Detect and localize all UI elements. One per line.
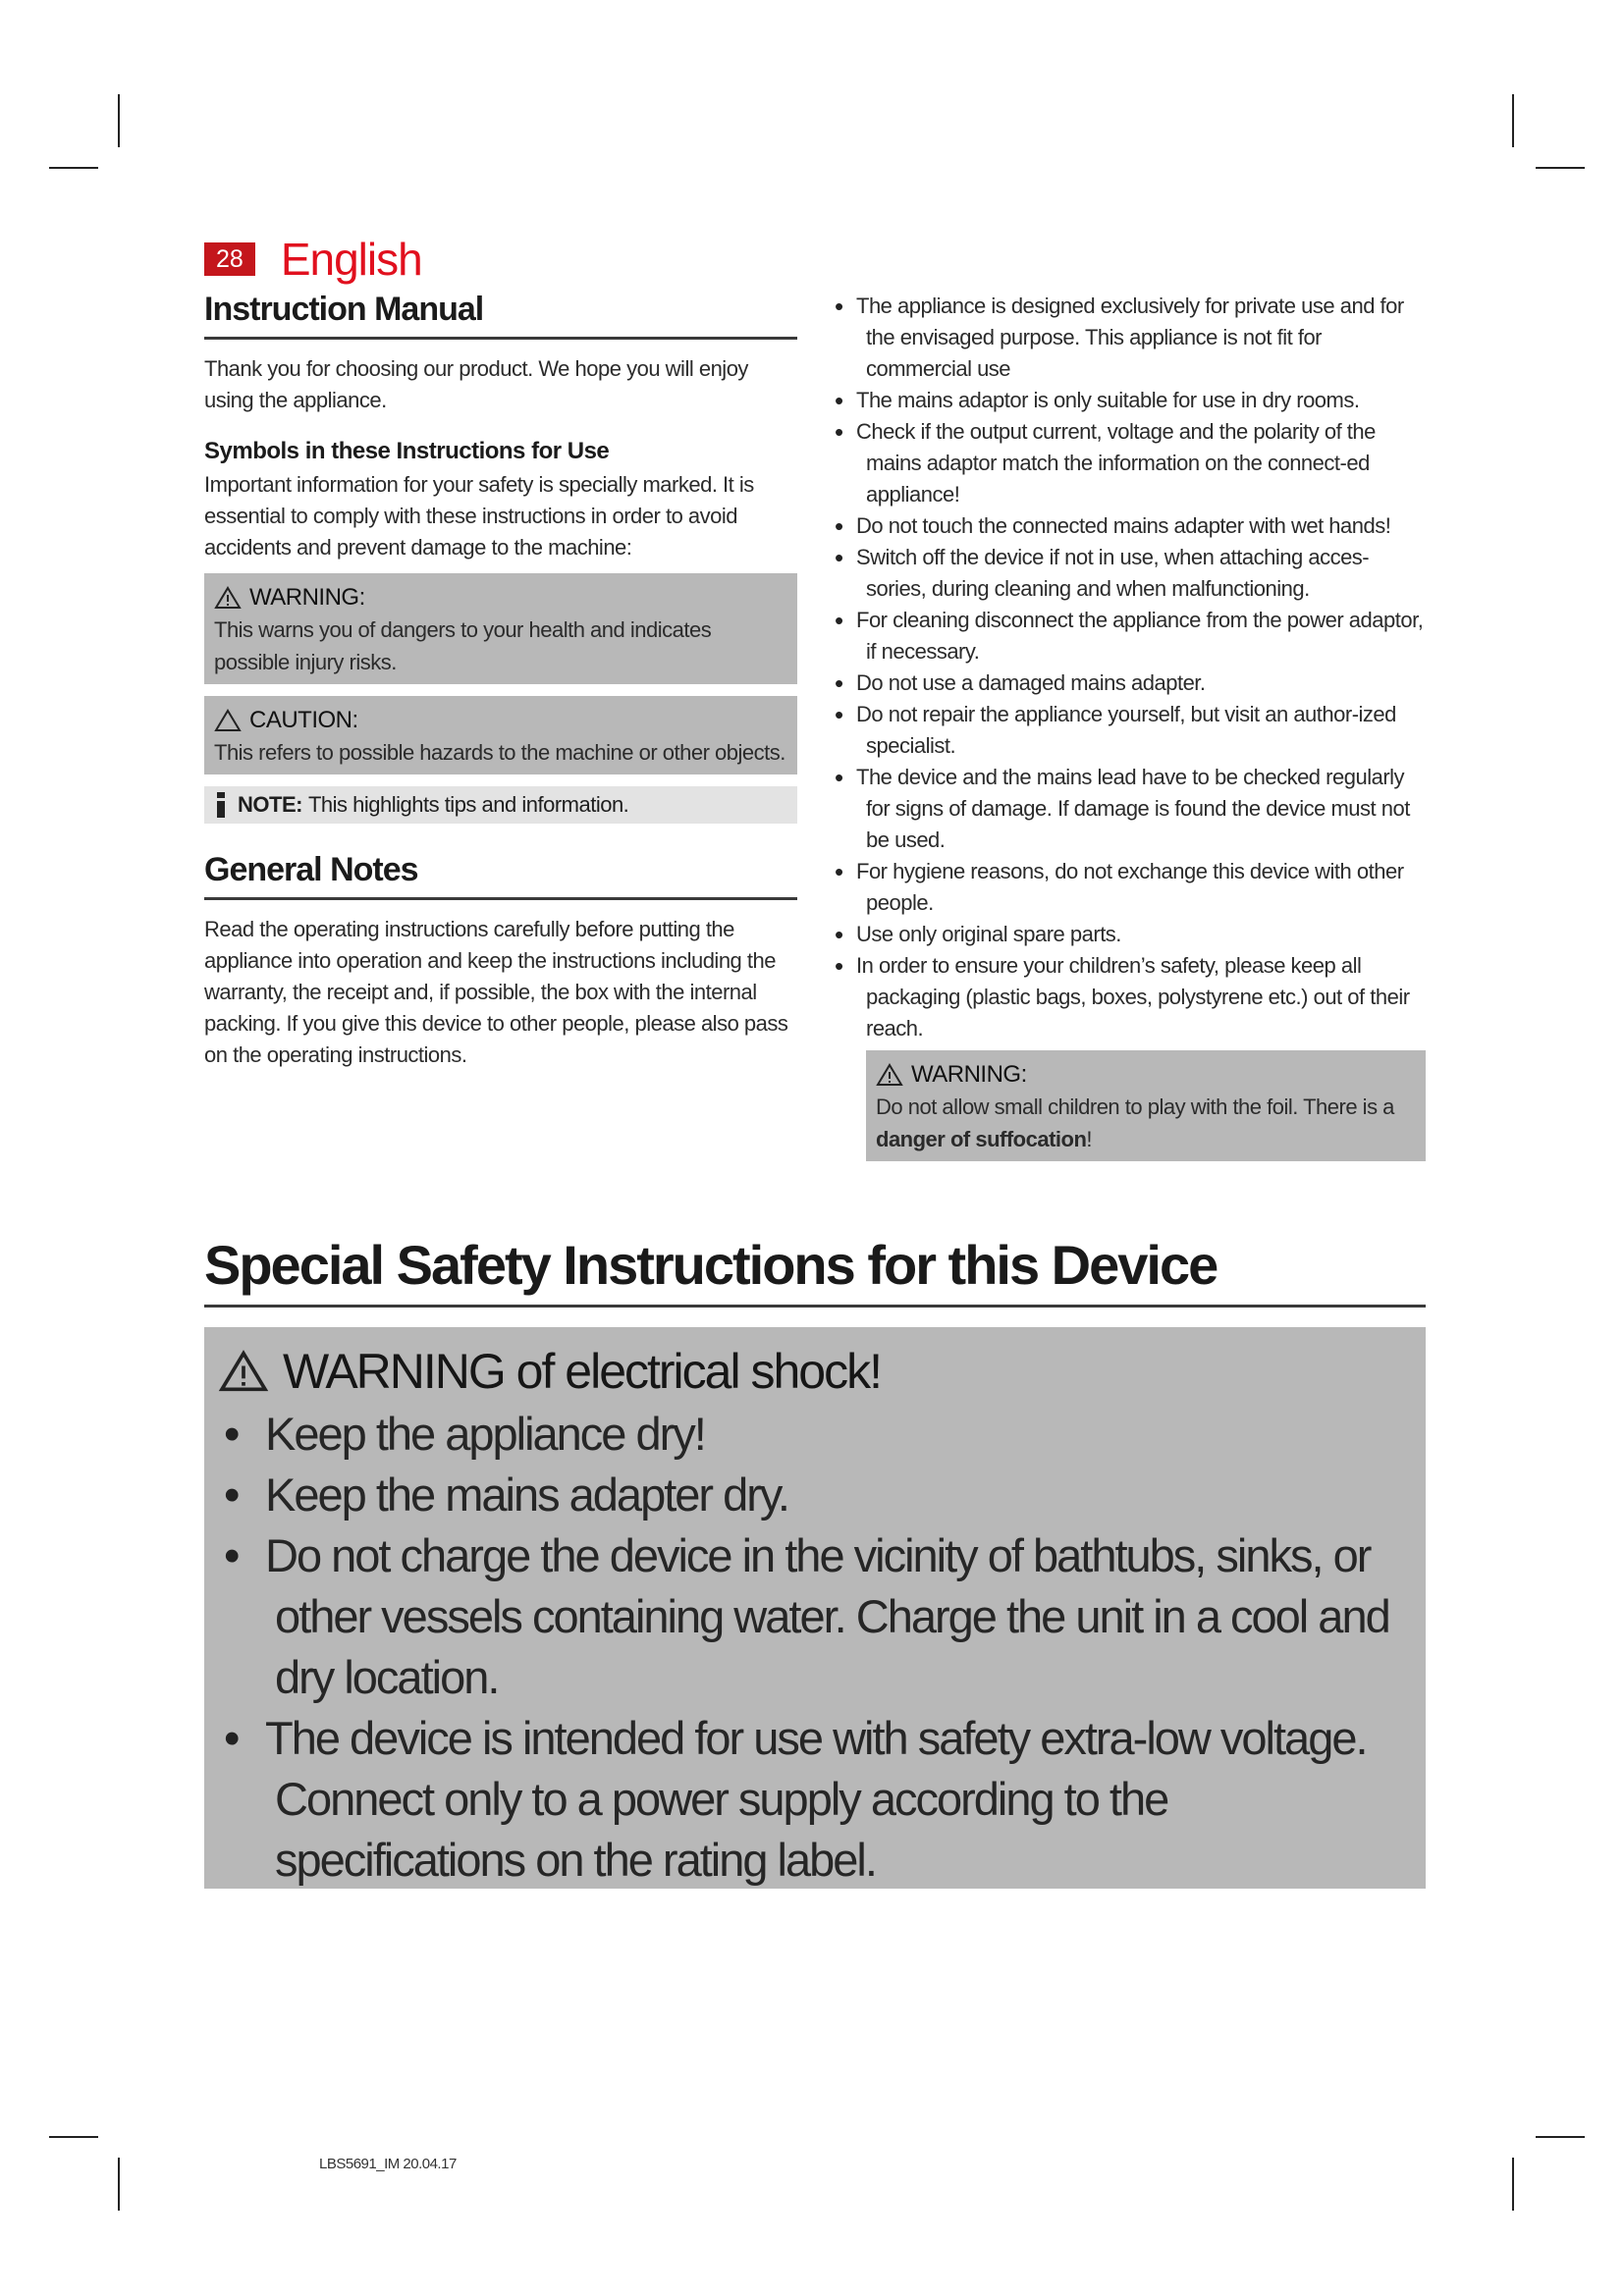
caution-text: This refers to possible hazards to the machine or other objects. bbox=[214, 740, 785, 765]
right-column bbox=[833, 291, 1426, 1161]
electrical-shock-warning-box bbox=[204, 1327, 1426, 1889]
left-column bbox=[204, 291, 797, 1071]
crop-mark bbox=[1536, 2136, 1585, 2138]
safety-bullet-list bbox=[833, 291, 1426, 1044]
crop-mark bbox=[1512, 94, 1514, 147]
note-label: NOTE: bbox=[238, 792, 302, 817]
list-item: • The device and the mains lead have to be checked regularly for signs of damage. If damage is found the device must not be used. bbox=[833, 762, 1426, 856]
warning-label: WARNING: bbox=[249, 584, 365, 611]
note-box bbox=[204, 786, 797, 824]
warning-box bbox=[204, 573, 797, 684]
list-item: • Use only original spare parts. bbox=[833, 919, 1426, 950]
crop-mark bbox=[49, 2136, 98, 2138]
general-notes-title: General Notes bbox=[204, 851, 797, 900]
symbols-text: Important information for your safety is specially marked. It is essential to comply with these instructions in order to avoid accidents and prevent damage to the machine: bbox=[204, 472, 754, 560]
list-item: • Do not use a damaged mains adapter. bbox=[833, 667, 1426, 699]
language-title: English bbox=[280, 234, 422, 285]
list-item: • Switch off the device if not in use, when attaching acces-sories, during cleaning and when malfunctioning. bbox=[833, 542, 1426, 605]
symbols-title: Symbols in these Instructions for Use bbox=[204, 438, 610, 464]
list-item: • Do not repair the appliance yourself, but visit an author-ized specialist. bbox=[833, 699, 1426, 762]
crop-mark bbox=[118, 2158, 120, 2211]
list-item: • For hygiene reasons, do not exchange this device with other people. bbox=[833, 856, 1426, 919]
crop-mark bbox=[49, 167, 98, 169]
list-item: • The device is intended for use with safety extra-low voltage. Connect only to a power supply according to the specifications on the rating label. bbox=[218, 1708, 1412, 1891]
electrical-shock-heading: WARNING of electrical shock! bbox=[283, 1344, 881, 1399]
list-item: • Do not charge the device in the vicinity of bathtubs, sinks, or other vessels containing water. Charge the unit in a cool and dry location. bbox=[218, 1525, 1412, 1708]
warning-triangle-icon bbox=[218, 1350, 269, 1393]
page-header bbox=[204, 236, 422, 283]
footer-code: LBS5691_IM 20.04.17 bbox=[319, 2156, 457, 2172]
list-item: • In order to ensure your children’s safety, please keep all packaging (plastic bags, boxes, polystyrene etc.) out of their reach. bbox=[833, 950, 1426, 1044]
caution-box bbox=[204, 696, 797, 774]
crop-mark bbox=[118, 94, 120, 147]
warning-triangle-icon bbox=[214, 586, 242, 610]
info-icon bbox=[214, 792, 228, 818]
manual-title: Instruction Manual bbox=[204, 291, 797, 340]
list-item: • The appliance is designed exclusively for private use and for the envisaged purpose. This appliance is not fit for commercial use bbox=[833, 291, 1426, 385]
list-item: • The mains adaptor is only suitable for use in dry rooms. bbox=[833, 385, 1426, 416]
page-number-badge: 28 bbox=[204, 242, 255, 276]
list-item: • Do not touch the connected mains adapter with wet hands! bbox=[833, 510, 1426, 542]
general-notes-text: Read the operating instructions carefully before putting the appliance into operation and keep the instructions including the warranty, the receipt and, if possible, the box with the internal packing. If you give this device to other people, please also pass on the operating instructions. bbox=[204, 917, 788, 1067]
list-item: • Keep the appliance dry! bbox=[218, 1404, 1412, 1465]
warning-label: WARNING: bbox=[911, 1061, 1027, 1088]
crop-mark bbox=[1536, 167, 1585, 169]
suffocation-warning-box bbox=[866, 1050, 1426, 1161]
caution-triangle-icon bbox=[214, 709, 242, 732]
warning-text: This warns you of dangers to your health and indicates possible injury risks. bbox=[214, 617, 712, 674]
note-text: This highlights tips and information. bbox=[307, 792, 629, 817]
list-item: • For cleaning disconnect the appliance from the power adaptor, if necessary. bbox=[833, 605, 1426, 667]
list-item: • Keep the mains adapter dry. bbox=[218, 1465, 1412, 1525]
special-safety-title: Special Safety Instructions for this Device bbox=[204, 1233, 1426, 1308]
suffocation-warning-text: Do not allow small children to play with the foil. There is a danger of suffocation! bbox=[876, 1095, 1394, 1151]
intro-text: Thank you for choosing our product. We hope you will enjoy using the appliance. bbox=[204, 356, 748, 412]
warning-triangle-icon bbox=[876, 1063, 903, 1087]
crop-mark bbox=[1512, 2158, 1514, 2211]
special-bullet-list bbox=[218, 1404, 1412, 1891]
suffocation-emphasis: danger of suffocation bbox=[876, 1127, 1087, 1151]
caution-label: CAUTION: bbox=[249, 707, 358, 733]
list-item: • Check if the output current, voltage and the polarity of the mains adaptor match the information on the connect-ed appliance! bbox=[833, 416, 1426, 510]
